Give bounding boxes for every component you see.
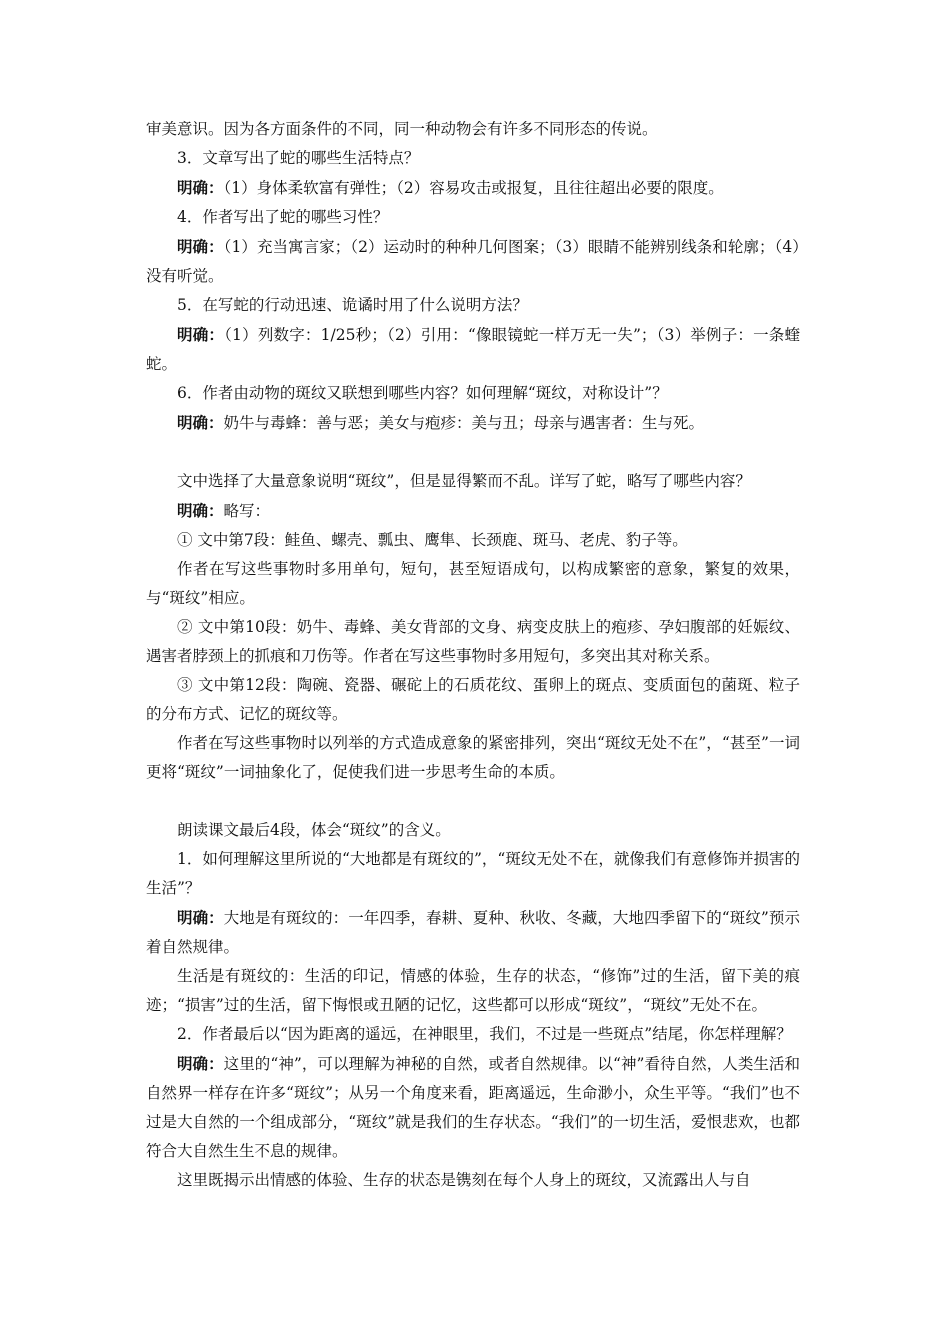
paragraph-text: 奶牛与毒蜂：善与恶；美女与疱疹：美与丑；母亲与遇害者：生与死。 xyxy=(223,414,705,432)
paragraph-text: ② 文中第10段：奶牛、毒蜂、美女背部的文身、病变皮肤上的疱疹、孕妇腹部的妊娠纹、遇害者脖颈上的抓痕和刀伤等。作者在写这些事物时多用短句，多突出其对称关系。 xyxy=(146,618,800,665)
paragraph-text: 这里的“神”，可以理解为神秘的自然，或者自然规律。以“神”看待自然，人类生活和自然界一样存在许多“斑纹”；从另一个角度来看，距离遥远，生命渺小，众生平等。“我们”也不过是大自然的一个组成部分，“斑纹”就是我们的生存状态。“我们”的一切生活，爱恨悲欢，也都符合大自然生生不息的规律。 xyxy=(146,1055,800,1160)
answer-label: 明确： xyxy=(177,908,224,927)
answer-label: 明确： xyxy=(177,237,224,256)
paragraph xyxy=(146,555,800,613)
paragraph-text: ③ 文中第12段：陶碗、瓷器、碾砣上的石质花纹、蛋卵上的斑点、变质面包的菌斑、粒子的分布方式、记忆的斑纹等。 xyxy=(146,676,800,723)
paragraph-text: （1）身体柔软富有弹性；（2）容易攻击或报复，且往往超出必要的限度。 xyxy=(223,179,724,197)
paragraph xyxy=(146,613,800,671)
paragraph-text: 6．作者由动物的斑纹又联想到哪些内容？如何理解“斑纹，对称设计”？ xyxy=(177,384,668,402)
paragraph xyxy=(146,467,800,496)
paragraph-text: 略写： xyxy=(223,502,271,520)
paragraph xyxy=(146,203,800,232)
answer-label: 明确： xyxy=(177,178,224,197)
paragraph xyxy=(146,1049,800,1166)
paragraph-text: （1）列数字：1/25秒；（2）引用：“像眼镜蛇一样万无一失”；（3）举例子：一条蝰蛇。 xyxy=(146,326,800,373)
paragraph xyxy=(146,903,800,962)
paragraph-text: 朗读课文最后4段，体会“斑纹”的含义。 xyxy=(177,821,451,839)
paragraph-text: 4．作者写出了蛇的哪些习性？ xyxy=(177,208,389,226)
paragraph xyxy=(146,962,800,1020)
paragraph-text: 文中选择了大量意象说明“斑纹”，但是显得繁而不乱。详写了蛇，略写了哪些内容？ xyxy=(177,472,751,490)
paragraph-text: 审美意识。因为各方面条件的不同，同一种动物会有许多不同形态的传说。 xyxy=(146,120,658,138)
paragraph-text: 1．如何理解这里所说的“大地都是有斑纹的”，“斑纹无处不在，就像我们有意修饰并损害的生活”？ xyxy=(146,850,800,897)
paragraph-text: 这里既揭示出情感的体验、生存的状态是镌刻在每个人身上的斑纹，又流露出人与自 xyxy=(177,1171,751,1189)
paragraph xyxy=(146,320,800,379)
paragraph-text: 大地是有斑纹的：一年四季，春耕、夏种、秋收、冬藏，大地四季留下的“斑纹”预示着自然规律。 xyxy=(146,909,800,956)
paragraph-text: （1）充当寓言家；（2）运动时的种种几何图案；（3）眼睛不能辨别线条和轮廓；（4）没有听觉。 xyxy=(146,238,800,285)
paragraph xyxy=(146,408,800,438)
paragraph-text: ① 文中第7段：鲑鱼、螺壳、瓢虫、鹰隼、长颈鹿、斑马、老虎、豹子等。 xyxy=(177,531,688,549)
paragraph xyxy=(146,729,800,787)
paragraph-text: 3．文章写出了蛇的哪些生活特点？ xyxy=(177,149,420,167)
document-body xyxy=(146,115,800,1195)
paragraph xyxy=(146,496,800,526)
paragraph xyxy=(146,671,800,729)
paragraph xyxy=(146,115,800,144)
paragraph-text: 作者在写这些事物时以列举的方式造成意象的紧密排列，突出“斑纹无处不在”，“甚至”一词更将“斑纹”一词抽象化了，促使我们进一步思考生命的本质。 xyxy=(146,734,800,781)
paragraph xyxy=(146,1020,800,1049)
paragraph xyxy=(146,232,800,291)
paragraph-gap xyxy=(146,438,800,467)
paragraph xyxy=(146,816,800,845)
paragraph xyxy=(146,173,800,203)
paragraph-text: 作者在写这些事物时多用单句，短句，甚至短语成句，以构成繁密的意象，繁复的效果，与“斑纹”相应。 xyxy=(146,560,800,607)
paragraph xyxy=(146,144,800,173)
paragraph xyxy=(146,1166,800,1195)
paragraph xyxy=(146,291,800,320)
answer-label: 明确： xyxy=(177,501,224,520)
answer-label: 明确： xyxy=(177,1054,224,1073)
paragraph-text: 5．在写蛇的行动迅速、诡谲时用了什么说明方法？ xyxy=(177,296,528,314)
answer-label: 明确： xyxy=(177,413,224,432)
paragraph xyxy=(146,379,800,408)
paragraph-text: 2．作者最后以“因为距离的遥远，在神眼里，我们，不过是一些斑点”结尾，你怎样理解？ xyxy=(177,1025,792,1043)
paragraph-text: 生活是有斑纹的：生活的印记，情感的体验，生存的状态，“修饰”过的生活，留下美的痕迹；“损害”过的生活，留下悔恨或丑陋的记忆，这些都可以形成“斑纹”，“斑纹”无处不在。 xyxy=(146,967,800,1014)
paragraph-gap xyxy=(146,787,800,816)
paragraph xyxy=(146,845,800,903)
answer-label: 明确： xyxy=(177,325,225,344)
paragraph xyxy=(146,526,800,555)
